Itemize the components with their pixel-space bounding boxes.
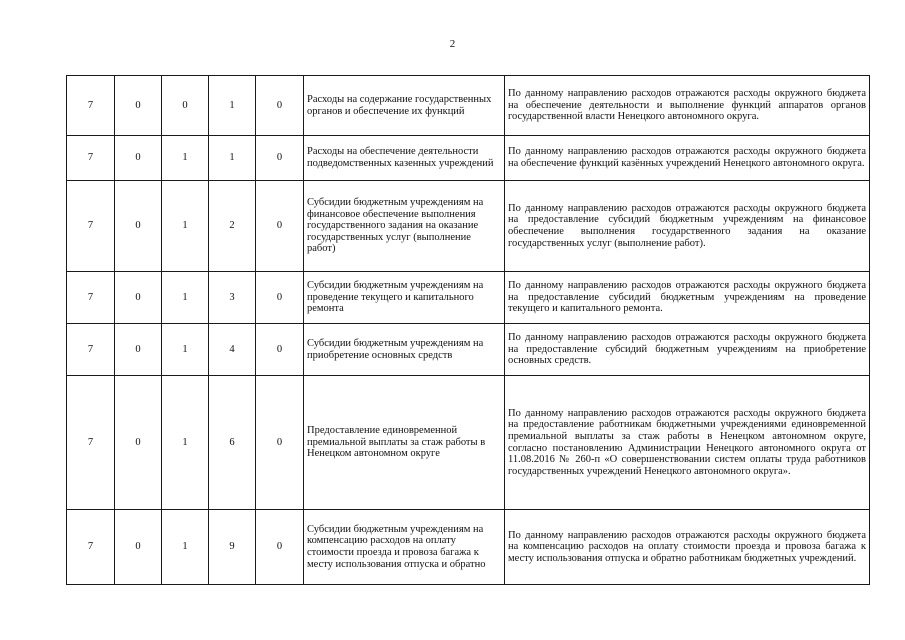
code-digit-3: 1 [162, 510, 209, 585]
budget-codes-table [66, 75, 870, 585]
code-digit-3: 1 [162, 376, 209, 510]
code-digit-2: 0 [115, 136, 162, 181]
table-row [67, 76, 870, 136]
expense-name: Субсидии бюджетным учреждениям на приобретение основных средств [304, 324, 505, 376]
expense-description: По данному направлению расходов отражаются расходы окружного бюджета на обеспечение деятельности и выполнение функций аппаратов органов государственной власти Ненецкого автономного округа. [505, 76, 870, 136]
code-digit-2: 0 [115, 181, 162, 272]
code-digit-1: 7 [67, 376, 115, 510]
expense-description: По данному направлению расходов отражаются расходы окружного бюджета на предоставление субсидий бюджетным учреждениям на проведение текущего и капитального ремонта. [505, 272, 870, 324]
code-digit-3: 1 [162, 136, 209, 181]
code-digit-1: 7 [67, 181, 115, 272]
code-digit-1: 7 [67, 324, 115, 376]
code-digit-5: 0 [256, 136, 304, 181]
code-digit-4: 1 [209, 136, 256, 181]
code-digit-3: 1 [162, 324, 209, 376]
expense-description: По данному направлению расходов отражаются расходы окружного бюджета на предоставление субсидий бюджетным учреждениям на финансовое обеспечение выполнения государственного задания на оказание государственных услуг (выполнение работ). [505, 181, 870, 272]
code-digit-2: 0 [115, 376, 162, 510]
code-digit-5: 0 [256, 181, 304, 272]
code-digit-1: 7 [67, 136, 115, 181]
expense-name: Субсидии бюджетным учреждениям на проведение текущего и капитального ремонта [304, 272, 505, 324]
code-digit-1: 7 [67, 76, 115, 136]
code-digit-2: 0 [115, 510, 162, 585]
table-row [67, 136, 870, 181]
code-digit-3: 1 [162, 272, 209, 324]
expense-name: Предоставление единовременной премиальной выплаты за стаж работы в Ненецком автономном округе [304, 376, 505, 510]
code-digit-4: 1 [209, 76, 256, 136]
code-digit-2: 0 [115, 272, 162, 324]
code-digit-5: 0 [256, 324, 304, 376]
expense-name: Расходы на содержание государственных органов и обеспечение их функций [304, 76, 505, 136]
expense-description: По данному направлению расходов отражаются расходы окружного бюджета на предоставление субсидий бюджетным учреждениям на приобретение основных средств. [505, 324, 870, 376]
code-digit-5: 0 [256, 272, 304, 324]
code-digit-1: 7 [67, 272, 115, 324]
code-digit-3: 0 [162, 76, 209, 136]
code-digit-3: 1 [162, 181, 209, 272]
code-digit-4: 3 [209, 272, 256, 324]
code-digit-5: 0 [256, 510, 304, 585]
expense-name: Субсидии бюджетным учреждениям на компенсацию расходов на оплату стоимости проезда и провоза багажа к месту использования отпуска и обратно [304, 510, 505, 585]
expense-description: По данному направлению расходов отражаются расходы окружного бюджета на компенсацию расходов на оплату стоимости проезда и провоза багажа к месту использования отпуска и обратно работникам бюджетных учреждений. [505, 510, 870, 585]
code-digit-4: 6 [209, 376, 256, 510]
table-row [67, 324, 870, 376]
expense-name: Субсидии бюджетным учреждениям на финансовое обеспечение выполнения государственного задания на оказание государственных услуг (выполнение работ) [304, 181, 505, 272]
table-row [67, 272, 870, 324]
code-digit-4: 4 [209, 324, 256, 376]
expense-name: Расходы на обеспечение деятельности подведомственных казенных учреждений [304, 136, 505, 181]
code-digit-1: 7 [67, 510, 115, 585]
expense-description: По данному направлению расходов отражаются расходы окружного бюджета на обеспечение функций казённых учреждений Ненецкого автономного округа. [505, 136, 870, 181]
code-digit-4: 2 [209, 181, 256, 272]
table-row [67, 510, 870, 585]
code-digit-2: 0 [115, 324, 162, 376]
code-digit-5: 0 [256, 76, 304, 136]
table-row [67, 181, 870, 272]
expense-description: По данному направлению расходов отражаются расходы окружного бюджета на предоставление работникам бюджетными учреждениями единовременной премиальной выплаты за стаж работы в Ненецком автономном округе, согласно постановлению Администрации Ненецкого автономного округа от 11.08.2016 № 260-п «О совершенствовании систем оплаты труда работников государственных учреждений Ненецкого автономного округа». [505, 376, 870, 510]
page-number: 2 [449, 38, 456, 50]
code-digit-5: 0 [256, 376, 304, 510]
code-digit-4: 9 [209, 510, 256, 585]
table-row [67, 376, 870, 510]
code-digit-2: 0 [115, 76, 162, 136]
